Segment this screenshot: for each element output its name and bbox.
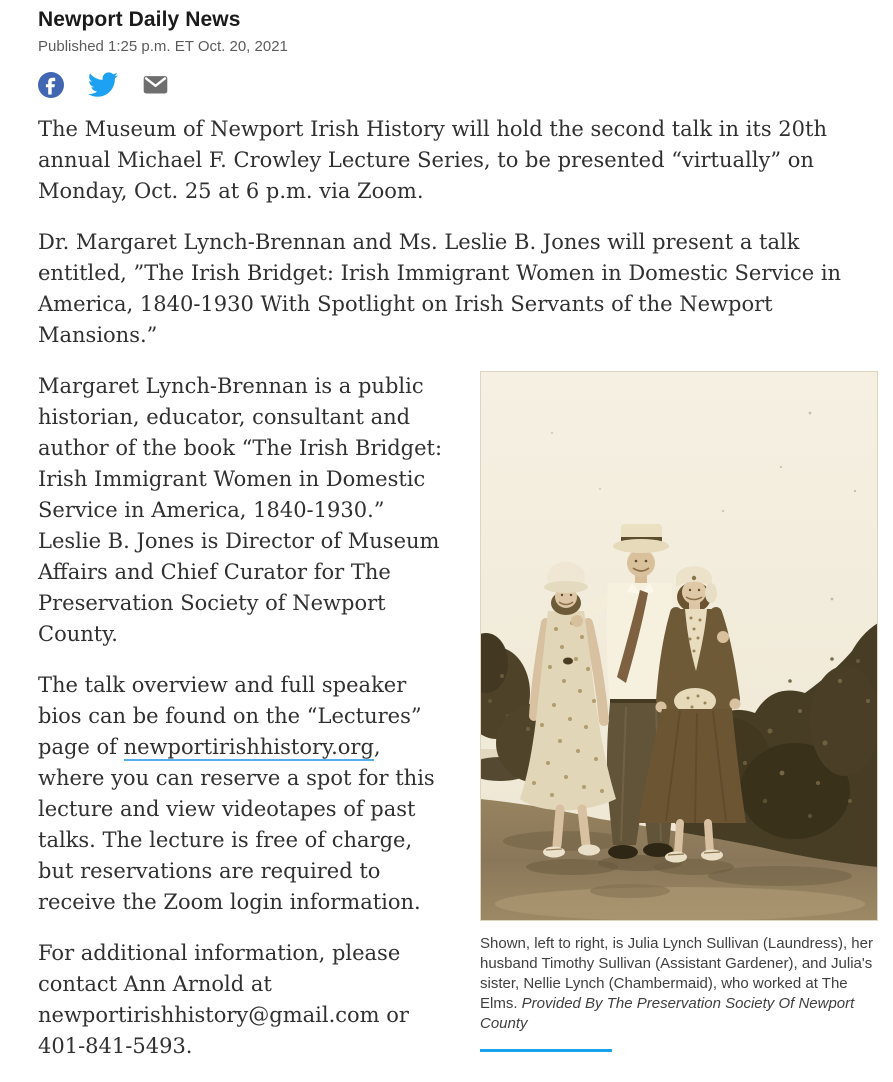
share-toolbar: [38, 71, 878, 98]
facebook-share-button[interactable]: [38, 72, 64, 98]
article-figure: [480, 371, 878, 1052]
article-header: [38, 8, 878, 98]
photo-caption: [480, 934, 878, 1034]
lectures-text-before-link: The talk overview and full speaker bios can be found on the “Lectures” page of: [38, 673, 422, 759]
published-timestamp: Published 1:25 p.m. ET Oct. 20, 2021: [38, 38, 288, 55]
masthead-title: Newport Daily News: [38, 8, 241, 31]
photo-caption-text: Shown, left to right, is Julia Lynch Sullivan (Laundress), her husband Timothy Sullivan (Assistant Gardener), and Julia's sister, Nellie Lynch (Chambermaid), who worked at The Elms.: [480, 935, 873, 1012]
paragraph-lectures-info: [38, 670, 447, 918]
email-icon: [142, 71, 169, 98]
article-columns: [38, 371, 878, 1082]
paragraph-intro: The Museum of Newport Irish History will hold the second talk in its 20th annual Michael F. Crowley Lecture Series, to be presented “virtually” on Monday, Oct. 25 at 6 p.m. via Zoom.: [38, 117, 827, 203]
lectures-text-after-link: , where you can reserve a spot for this lecture and view videotapes of past talks. The lecture is free of charge, but reservations are required to receive the Zoom login information.: [38, 735, 435, 914]
email-share-button[interactable]: [142, 71, 169, 98]
twitter-share-button[interactable]: [88, 72, 118, 97]
paragraph-speaker-bios: Margaret Lynch-Brennan is a public historian, educator, consultant and author of the book “The Irish Bridget: Irish Immigrant Women in Domestic Service in America, 1840-1930.” Leslie B. Jones is Director of Museum Affairs and Chief Curator for The Preservation Society of Newport County.: [38, 374, 443, 646]
photo-credit: Provided By The Preservation Society Of Newport County: [480, 995, 855, 1032]
caption-divider: [480, 1049, 612, 1052]
facebook-icon: [38, 72, 64, 98]
article-photo: [480, 371, 878, 921]
article-text-column: [38, 371, 447, 1082]
historic-photo-illustration: [480, 371, 878, 921]
twitter-icon: [88, 72, 118, 97]
paragraph-contact: For additional information, please contact Ann Arnold at newportirishhistory@gmail.com or 401-841-5493.: [38, 941, 409, 1058]
newportirishhistory-link[interactable]: newportirishhistory.org: [123, 735, 374, 759]
paragraph-talk-title: Dr. Margaret Lynch-Brennan and Ms. Leslie B. Jones will present a talk entitled, ”The Irish Bridget: Irish Immigrant Women in Domestic Service in America, 1840-1930 With Spotlight on Irish Servants of the Newport Mansions.”: [38, 230, 842, 347]
